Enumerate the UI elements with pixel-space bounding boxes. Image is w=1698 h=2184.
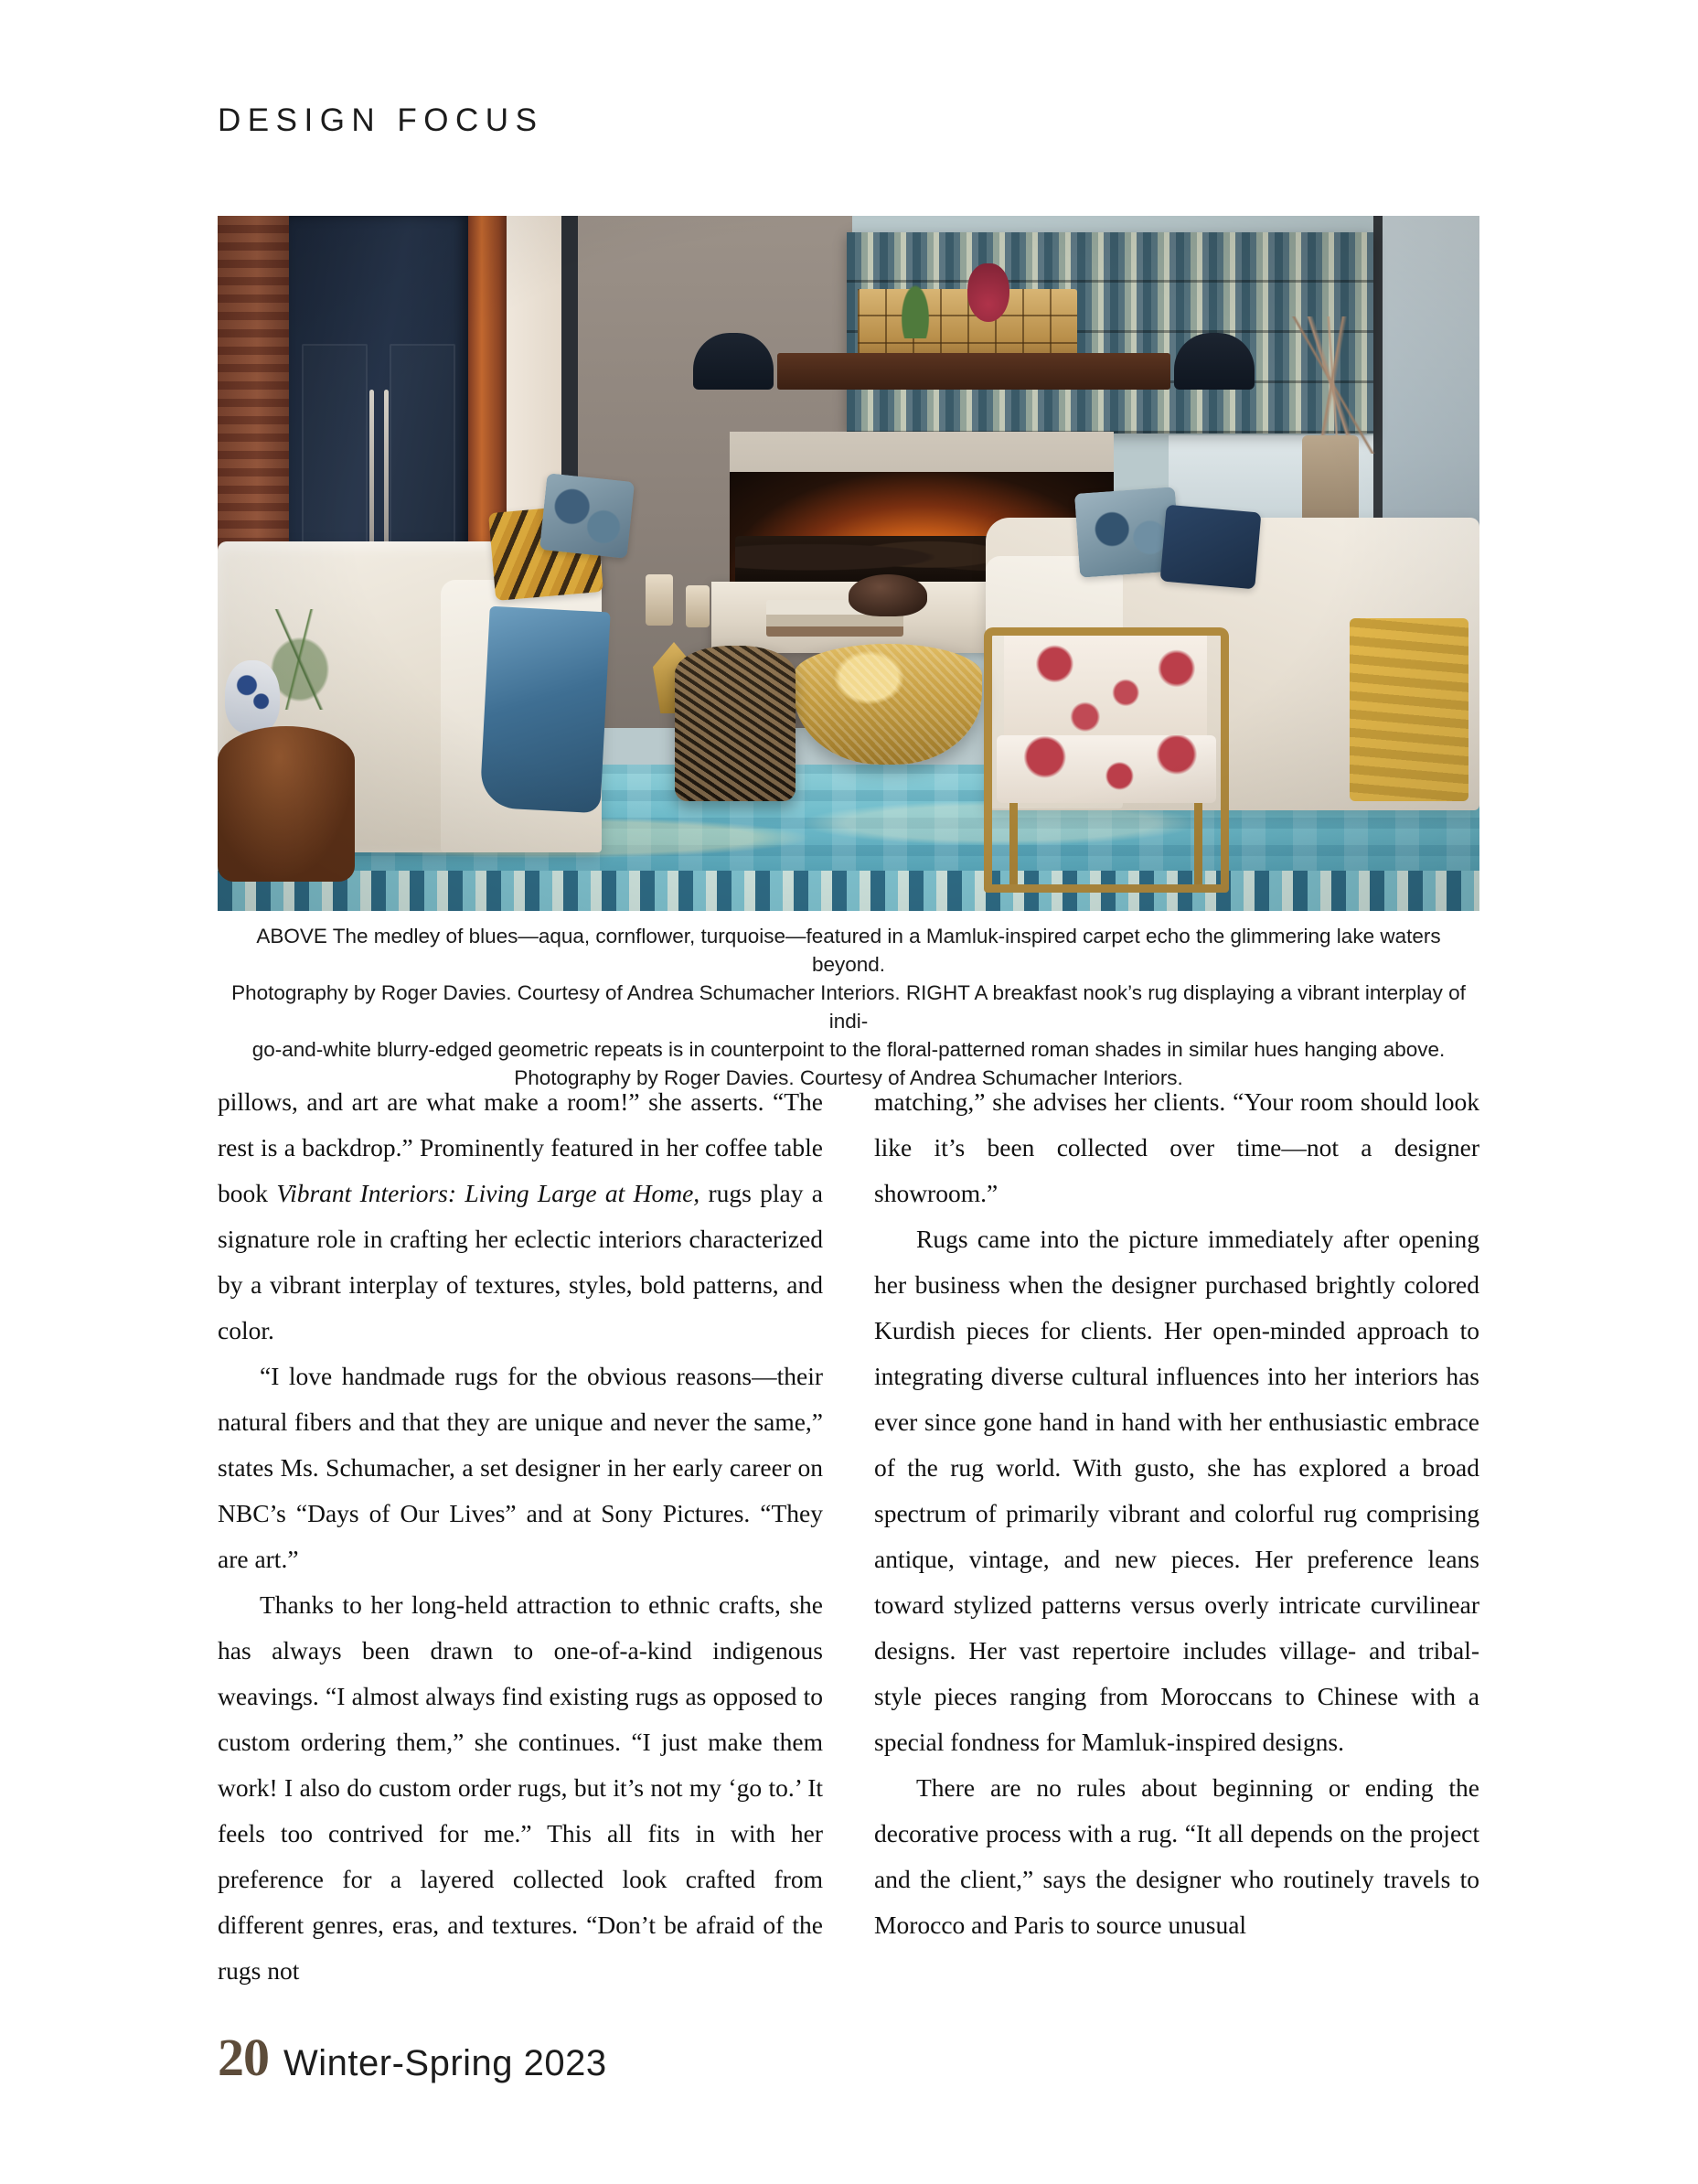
dining-table [777, 353, 1170, 390]
dried-branches [1242, 316, 1425, 454]
paragraph-continuation [218, 1079, 823, 1354]
book-title: Vibrant Interiors: Living Large at Home, [276, 1179, 700, 1207]
caption-line-1: ABOVE The medley of blues—aqua, cornflower, turquoise—featured in a Mamluk-inspired carpet echo the glimmering lake waters beyond. [256, 925, 1441, 976]
right-column [874, 1079, 1479, 1994]
caption-line-3: go-and-white blurry-edged geometric repeats is in counterpoint to the floral-patterned roman shades in similar hues hanging above. [251, 1038, 1446, 1061]
candle [646, 574, 673, 626]
blue-throw-blanket [479, 606, 610, 814]
page-number: 20 [218, 2028, 269, 2087]
page-title: DESIGN FOCUS [218, 102, 544, 138]
para1-part-b: rugs play a signature role in crafting her eclectic interiors characterized by a vibrant interplay of textures, styles, bold patterns, and color. [218, 1179, 823, 1344]
photo-caption [218, 922, 1479, 1092]
hero-photograph [218, 216, 1479, 911]
blue-white-ginger-jar [225, 660, 280, 733]
paragraph: “I love handmade rugs for the obvious reasons—their natural fibers and that they are unique and never the same,” states Ms. Schumacher, a set designer in her early career on NBC’s “Days of Our Lives” and at Sony Pictures. “They are art.” [218, 1362, 823, 1573]
accent-chair-frame [984, 627, 1229, 893]
console-plant [896, 273, 934, 338]
caption-line-2: Photography by Roger Davies. Courtesy of Andrea Schumacher Interiors. RIGHT A breakfast nook’s rug displaying a vibrant interplay of indi- [231, 981, 1466, 1033]
carpet-border [218, 871, 1479, 911]
paragraph: Rugs came into the picture immediately after opening her business when the designer purchased brightly colored Kurdish pieces for clients. Her open-minded approach to integrating diverse cultural influences into her interiors has ever since gone hand in hand with her enthusiastic embrace of the rug world. With gusto, she has explored a broad spectrum of primarily vibrant and colorful rug comprising antique, vintage, and new pieces. Her preference leans toward stylized patterns versus overly intricate curvilinear designs. Her vast repertoire includes village- and tribal-style pieces ranging from Moroccans to Chinese with a special fondness for Mamluk-inspired designs. [874, 1225, 1479, 1756]
article-body [218, 1079, 1479, 1994]
wood-side-table [218, 726, 355, 882]
caption-line-4: Photography by Roger Davies. Courtesy of Andrea Schumacher Interiors. [514, 1066, 1183, 1089]
paragraph: Thanks to her long-held attraction to ethnic crafts, she has always been drawn to one-of-a-kind indigenous weavings. “I almost always find existing rugs as opposed to custom ordering them,” she continues. “I just make them work! I also do custom order rugs, but it’s not my ‘go to.’ It feels too contrived for me.” This all fits in with her preference for a layered collected look crafted from different genres, eras, and textures. “Don’t be afraid of the rugs not [218, 1590, 823, 1985]
para1-part-a: pillows, and art are what make a room!” she asserts. “The rest is a backdrop.” Prominently featured in her coffee table book [218, 1087, 823, 1207]
brass-drum-coffee-table [794, 644, 982, 765]
decorative-object [849, 574, 927, 616]
issue-label: Winter-Spring 2023 [283, 2043, 607, 2083]
gold-throw-blanket [1350, 618, 1468, 801]
bronze-side-table [675, 646, 796, 801]
left-column [218, 1079, 823, 1994]
photo-illustration [218, 216, 1479, 911]
floral-pillow [539, 473, 635, 559]
candle [686, 585, 710, 627]
paragraph-continuation: matching,” she advises her clients. “Your room should look like it’s been collected over time—not a designer showroom.” [874, 1087, 1479, 1207]
navy-pillow [1160, 505, 1262, 590]
page-footer [218, 2027, 607, 2088]
paragraph: There are no rules about beginning or ending the decorative process with a rug. “It all depends on the project and the client,” says the designer who routinely travels to Morocco and Paris to source unusual [874, 1773, 1479, 1939]
red-floral-vase [967, 263, 1009, 322]
